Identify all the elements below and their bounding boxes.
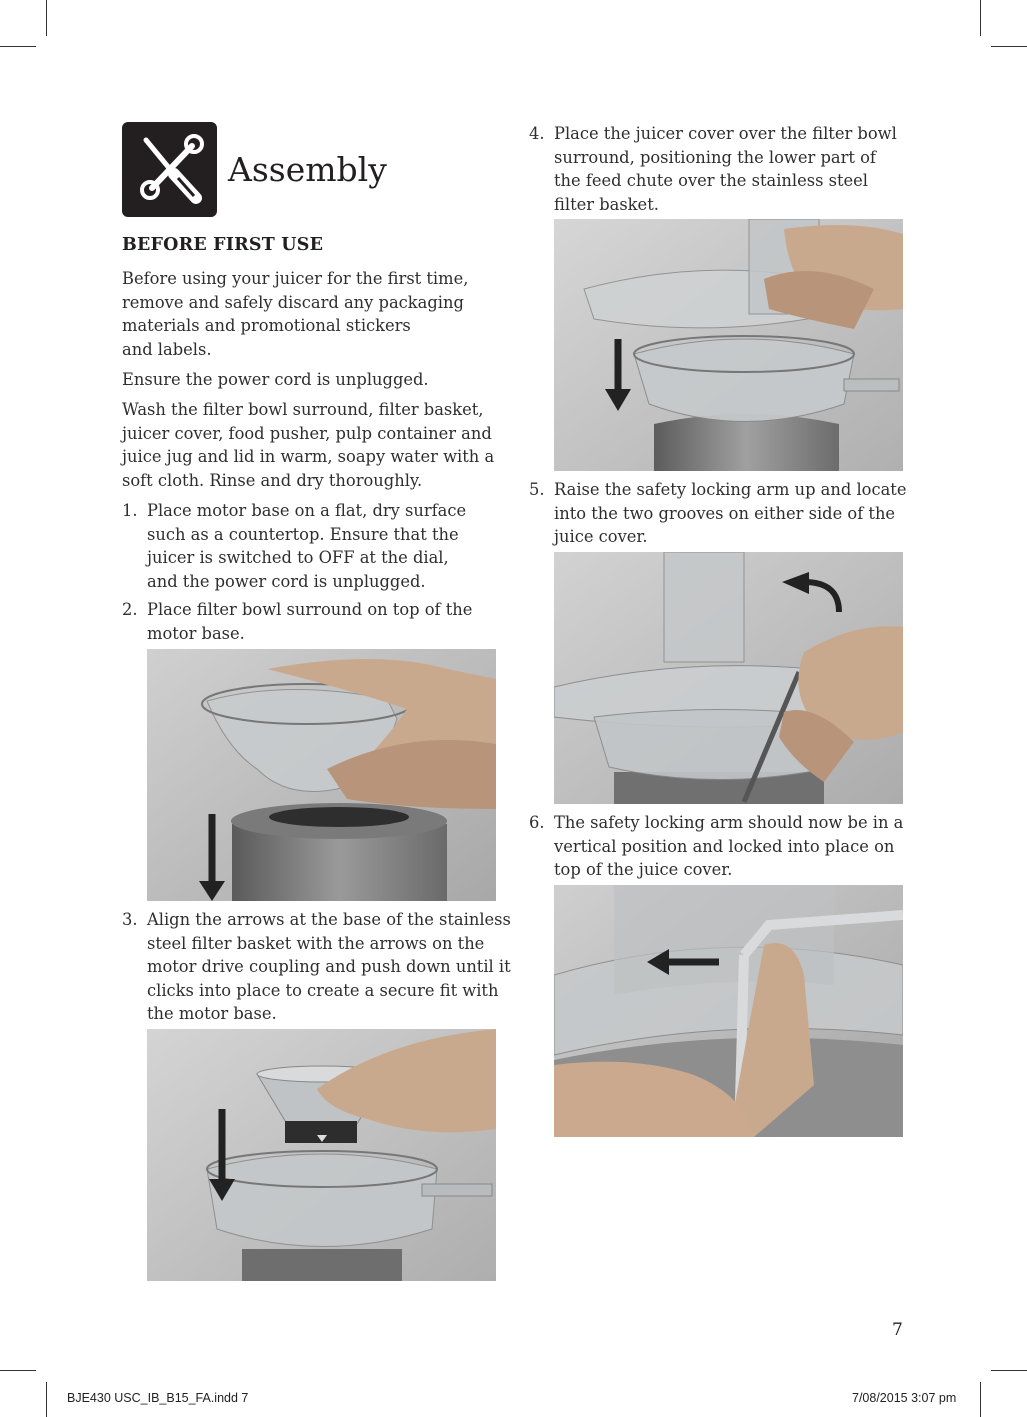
section-heading: BEFORE FIRST USE [122,235,324,255]
footer-file-name: BJE430 USC_IB_B15_FA.indd 7 [67,1391,249,1405]
step-text: Place the juicer cover over the filter bowl surround, positioning the lower part of the feed chute over the stainless steel filter basket. [554,124,897,214]
screwdriver-wrench-icon [122,122,217,217]
step-text: Place motor base on a flat, dry surface such as a countertop. Ensure that the juicer is switched to OFF at the dial, and the power cord is unplugged. [147,501,467,591]
step-text: Place filter bowl surround on top of the motor base. [147,600,473,643]
step-number: 5. [529,480,545,499]
page-title: Assembly [228,150,387,189]
intro-paragraph-2: Ensure the power cord is unplugged. [122,370,429,389]
intro-paragraph-1: Before using your juicer for the first time, remove and safely discard any packaging materials and promotional stickers and labels. [122,269,469,359]
step-number: 1. [122,501,138,520]
crop-mark [980,1382,981,1417]
footer-timestamp: 7/08/2015 3:07 pm [852,1391,957,1405]
step-number: 2. [122,600,138,619]
crop-mark [46,0,47,36]
crop-mark [46,1382,47,1417]
intro-paragraph-3: Wash the filter bowl surround, filter basket, juicer cover, food pusher, pulp container and juice jug and lid in warm, soapy water with a soft cloth. Rinse and dry thoroughly. [122,400,495,490]
crop-mark [0,46,36,47]
step-text: Align the arrows at the base of the stainless steel filter basket with the arrows on the motor drive coupling and push down until it clicks into place to create a secure fit with the motor base. [147,910,511,1023]
crop-mark [991,46,1027,47]
step-number: 4. [529,124,545,143]
step-6-photo [554,885,903,1137]
crop-mark [991,1370,1027,1371]
page-number: 7 [892,1320,903,1340]
step-text: The safety locking arm should now be in a vertical position and locked into place on top of the juice cover. [554,813,904,879]
step-text: Raise the safety locking arm up and locate into the two grooves on either side of the juice cover. [554,480,907,546]
step-3-photo [147,1029,496,1281]
step-number: 3. [122,910,138,929]
step-number: 6. [529,813,545,832]
crop-mark [0,1370,36,1371]
step-4-photo [554,219,903,471]
step-2-photo [147,649,496,901]
crop-mark [980,0,981,36]
step-5-photo [554,552,903,804]
